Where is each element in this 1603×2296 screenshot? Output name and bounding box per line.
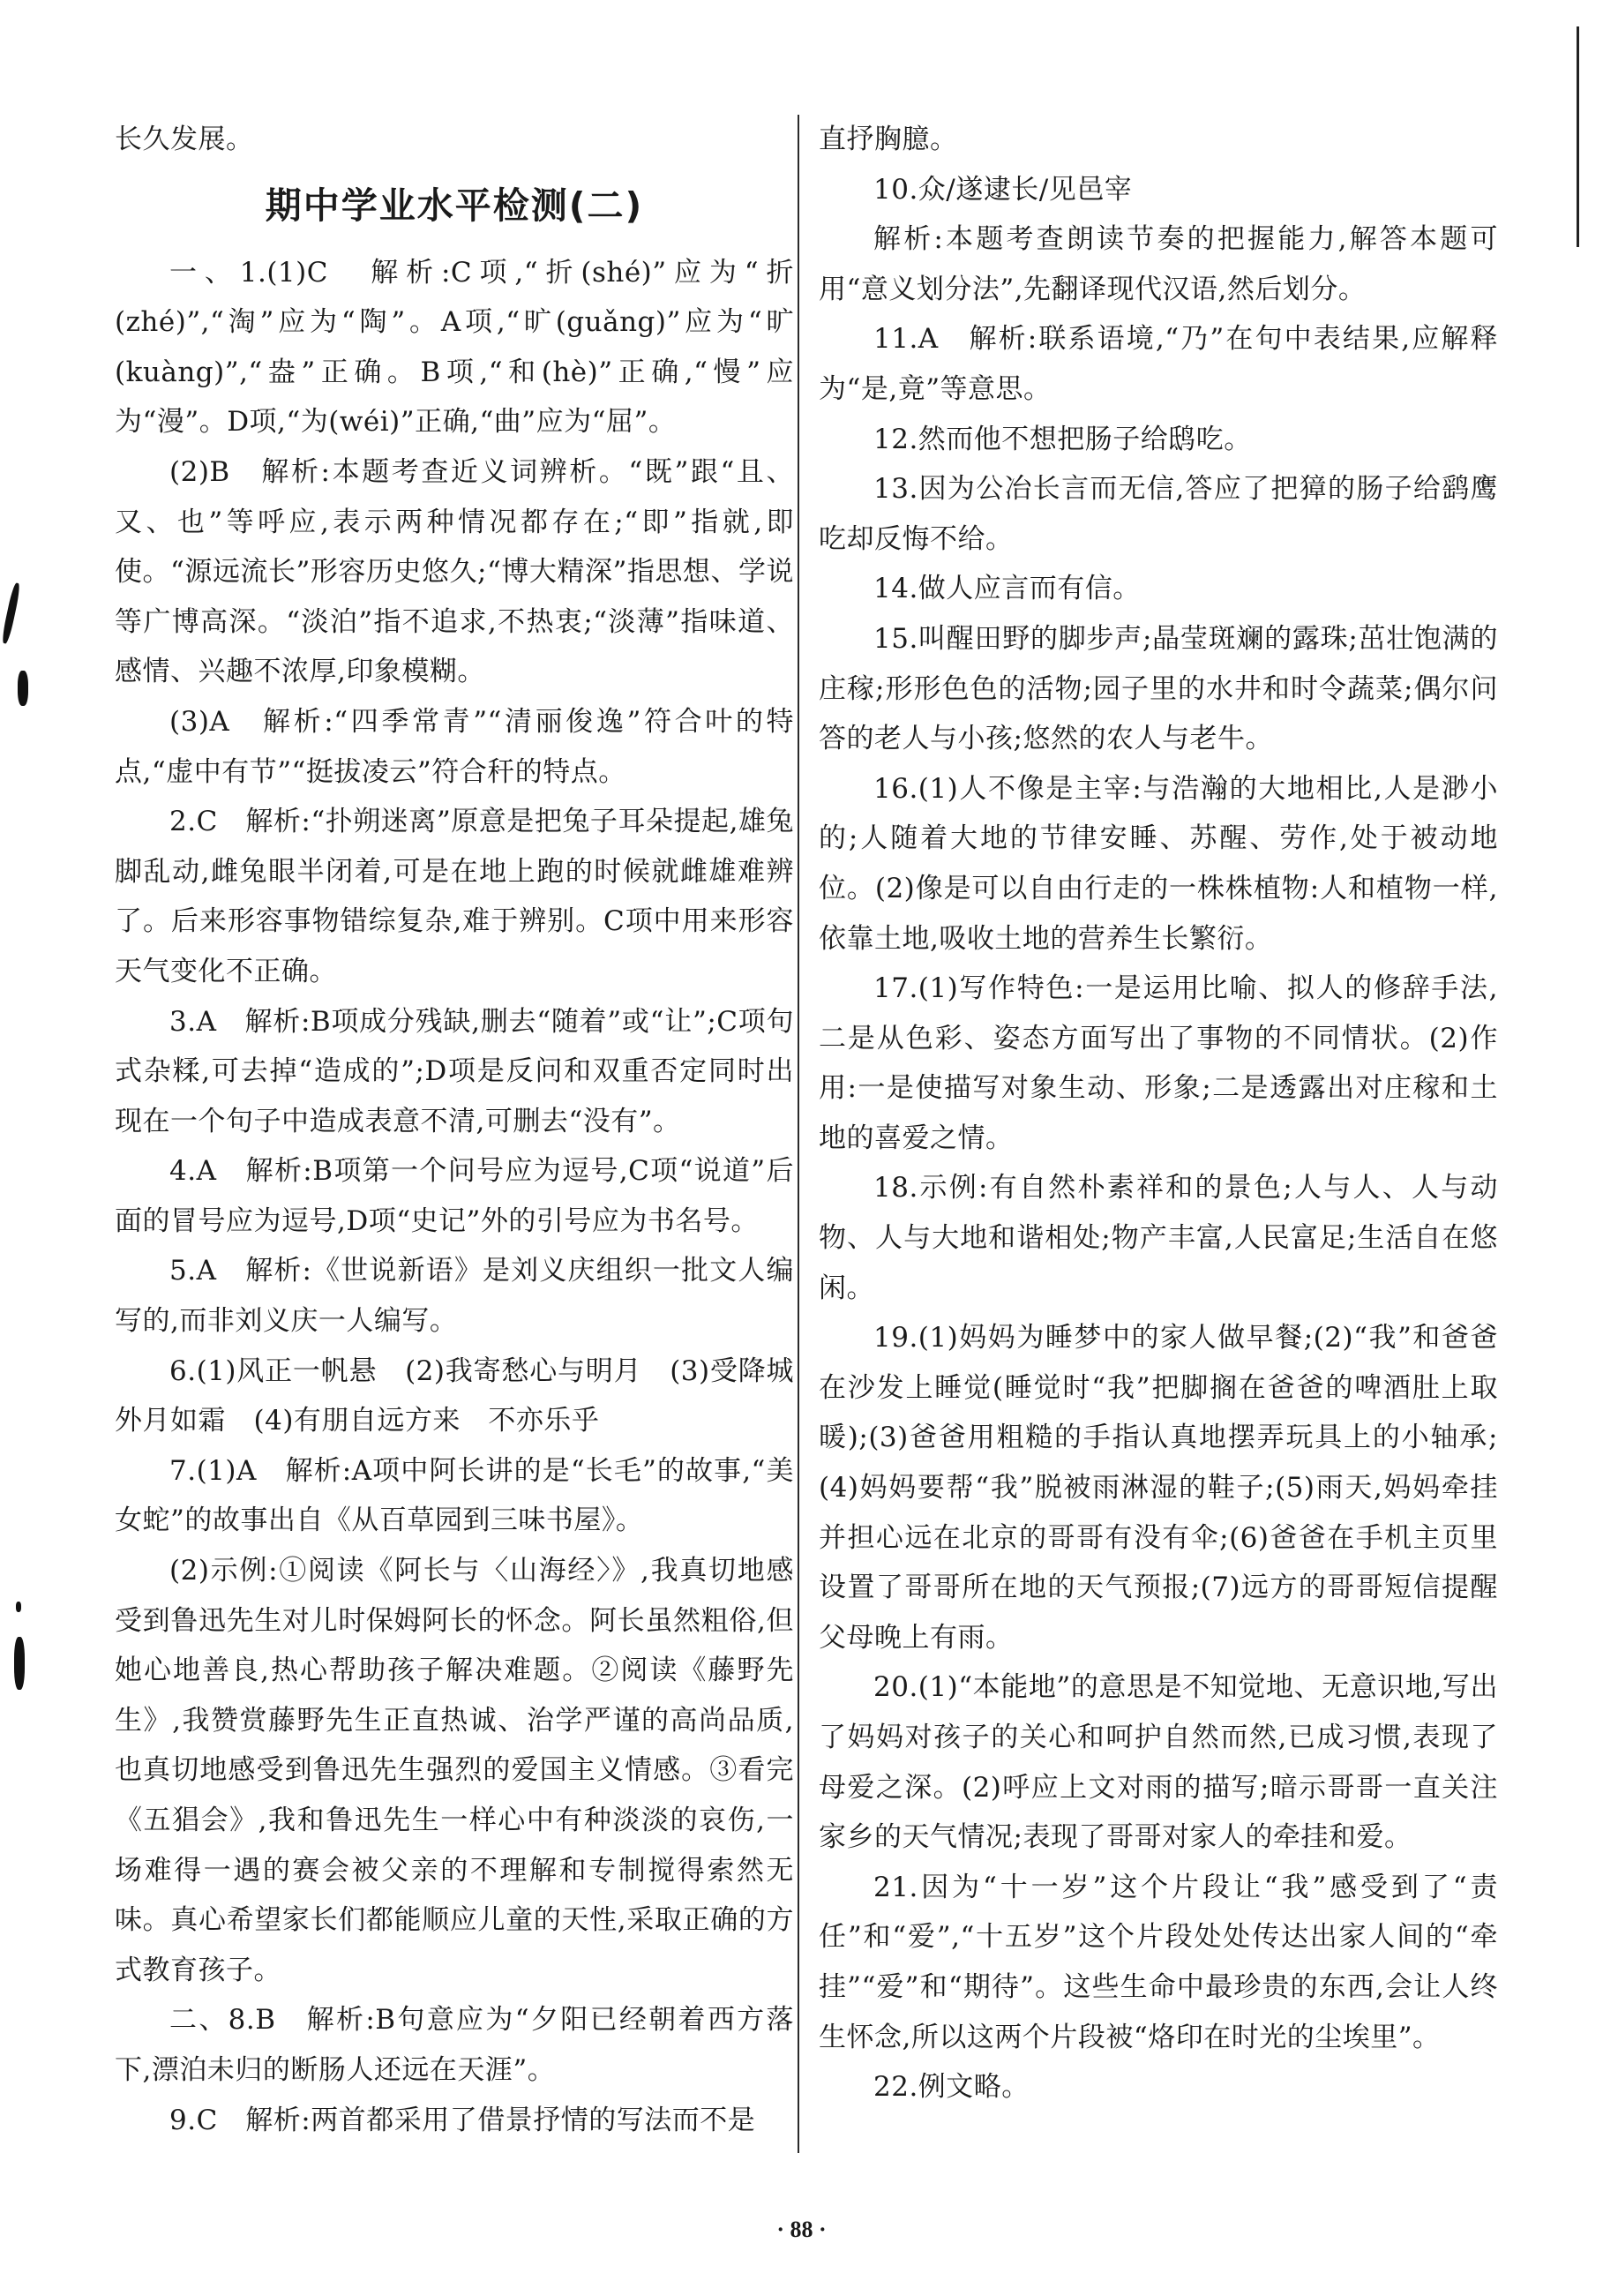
answer-paragraph: (3)A 解析:“四季常青”“清丽俊逸”符合叶的特点,“虚中有节”“挺拔凌云”符合秆的特点。 xyxy=(115,705,794,788)
answer-paragraph: 20.(1)“本能地”的意思是不知觉地、无意识地,写出了妈妈对孩子的关心和呵护自然而然,已成习惯,表现了母爱之深。(2)呼应上文对雨的描写;暗示哥哥一直关注家乡的天气情况;表现了哥哥对家人的牵挂和爱。 xyxy=(819,1671,1498,1854)
answer-paragraph: 19.(1)妈妈为睡梦中的家人做早餐;(2)“我”和爸爸在沙发上睡觉(睡觉时“我”把脚搁在爸爸的啤酒肚上取暖);(3)爸爸用粗糙的手指认真地摆弄玩具上的小轴承;(4)妈妈要帮“我”脱被雨淋湿的鞋子;(5)雨天,妈妈牵挂并担心远在北京的哥哥有没有伞;(6)爸爸在手机主页里设置了哥哥所在地的天气预报;(7)远方的哥哥短信提醒父母晚上有雨。 xyxy=(819,1322,1498,1654)
answer-paragraph: 9.C 解析:两首都采用了借景抒情的写法而不是 xyxy=(169,2104,756,2136)
answer-paragraph: 5.A 解析:《世说新语》是刘义庆组织一批文人编写的,而非刘义庆一人编写。 xyxy=(115,1255,794,1338)
answer-paragraph: 21.因为“十一岁”这个片段让“我”感受到了“责任”和“爱”,“十五岁”这个片段处处传达出家人间的“牵挂”“爱”和“期待”。这些生命中最珍贵的东西,会让人终生怀念,所以这两个片段被“烙印在时光的尘埃里”。 xyxy=(819,1871,1498,2053)
answer-paragraph: 14.做人应言而有信。 xyxy=(873,573,1141,605)
answer-paragraph: (2)示例:①阅读《阿长与〈山海经〉》,我真切地感受到鲁迅先生对儿时保姆阿长的怀念。阿长虽然粗俗,但她心地善良,热心帮助孩子解决难题。②阅读《藤野先生》,我赞赏藤野先生正直热诚、治学严谨的高尚品质,也真切地感受到鲁迅先生强烈的爱国主义情感。③看完《五猖会》,我和鲁迅先生一样心中有种淡淡的哀伤,一场难得一遇的赛会被父亲的不理解和专制搅得索然无味。真心希望家长们都能顺应儿童的天性,采取正确的方式教育孩子。 xyxy=(115,1555,794,1986)
answer-paragraph: 二、8.B 解析:B句意应为“夕阳已经朝着西方落下,漂泊未归的断肠人还远在天涯”。 xyxy=(115,2004,794,2086)
answer-paragraph: 13.因为公冶长言而无信,答应了把獐的肠子给鹞鹰吃却反悔不给。 xyxy=(819,473,1498,555)
answer-paragraph: 15.叫醒田野的脚步声;晶莹斑斓的露珠;茁壮饱满的庄稼;形形色色的活物;园子里的水井和时令蔬菜;偶尔问答的老人与小孩;悠然的农人与老牛。 xyxy=(819,622,1498,755)
answer-paragraph: 17.(1)写作特色:一是运用比喻、拟人的修辞手法,二是从色彩、姿态方面写出了事物的不同情状。(2)作用:一是使描写对象生动、形象;二是透露出对庄稼和土地的喜爱之情。 xyxy=(819,972,1498,1154)
answer-paragraph: 6.(1)风正一帆悬 (2)我寄愁心与明月 (3)受降城外月如霜 (4)有朋自远方来 不亦乐乎 xyxy=(115,1354,794,1437)
answer-paragraph: 4.A 解析:B项第一个问号应为逗号,C项“说道”后面的冒号应为逗号,D项“史记”外的引号应为书名号。 xyxy=(115,1155,794,1237)
scan-mark xyxy=(16,1602,21,1612)
answer-paragraph: 一、1.(1)C 解析:C项,“折(shé)”应为“折(zhé)”,“淘”应为“陶”。A项,“旷(guǎng)”应为“旷(kuàng)”,“盎”正确。B项,“和(hè)”正确,“慢”应为“漫”。D项,“为(wéi)”正确,“曲”应为“屈”。 xyxy=(115,256,794,439)
right-lead-text: 直抒胸臆。 xyxy=(819,124,958,155)
scan-mark xyxy=(18,671,28,706)
page-number: · 88 · xyxy=(776,2217,827,2242)
answer-paragraph: 解析:本题考查朗读节奏的把握能力,解答本题可用“意义划分法”,先翻译现代汉语,然后划分。 xyxy=(819,223,1498,305)
left-column xyxy=(115,115,794,2145)
answer-paragraph: 12.然而他不想把肠子给鸱吃。 xyxy=(873,423,1252,455)
answer-paragraph: 22.例文略。 xyxy=(873,2071,1030,2104)
scan-mark xyxy=(1,582,21,644)
page-title: 期中学业水平检测(二) xyxy=(265,184,644,227)
answer-paragraph: 16.(1)人不像是主宰:与浩瀚的大地相比,人是渺小的;人随着大地的节律安睡、苏醒、劳作,处于被动地位。(2)像是可以自由行走的一株株植物:人和植物一样,依靠土地,吸收土地的营养生长繁衍。 xyxy=(819,772,1498,955)
answer-paragraph: 11.A 解析:联系语境,“乃”在句中表结果,应解释为“是,竟”等意思。 xyxy=(819,323,1498,405)
column-divider xyxy=(798,115,799,2153)
scan-mark xyxy=(14,1637,25,1690)
scan-edge-line xyxy=(1577,26,1579,247)
answer-paragraph: 18.示例:有自然朴素祥和的景色;人与人、人与动物、人与大地和谐相处;物产丰富,人民富足;生活自在悠闲。 xyxy=(819,1172,1498,1304)
answer-paragraph: 10.众/遂逮长/见邑宰 xyxy=(873,173,1133,206)
left-lead-text: 长久发展。 xyxy=(115,124,254,155)
answer-paragraph: (2)B 解析:本题考查近义词辨析。“既”跟“且、又、也”等呼应,表示两种情况都存在;“即”指就,即使。“源远流长”形容历史悠久;“博大精深”指思想、学说等广博高深。“淡泊”指不追求,不热衷;“淡薄”指味道、感情、兴趣不浓厚,印象模糊。 xyxy=(115,455,794,688)
answer-paragraph: 7.(1)A 解析:A项中阿长讲的是“长毛”的故事,“美女蛇”的故事出自《从百草园到三味书屋》。 xyxy=(115,1454,794,1537)
answer-paragraph: 2.C 解析:“扑朔迷离”原意是把兔子耳朵提起,雄兔脚乱动,雌兔眼半闭着,可是在地上跑的时候就雌雄难辨了。后来形容事物错综复杂,难于辨别。C项中用来形容天气变化不正确。 xyxy=(115,806,794,987)
answer-paragraph: 3.A 解析:B项成分残缺,删去“随着”或“让”;C项句式杂糅,可去掉“造成的”;D项是反问和双重否定同时出现在一个句子中造成表意不清,可删去“没有”。 xyxy=(115,1005,794,1137)
right-column xyxy=(819,115,1498,2112)
